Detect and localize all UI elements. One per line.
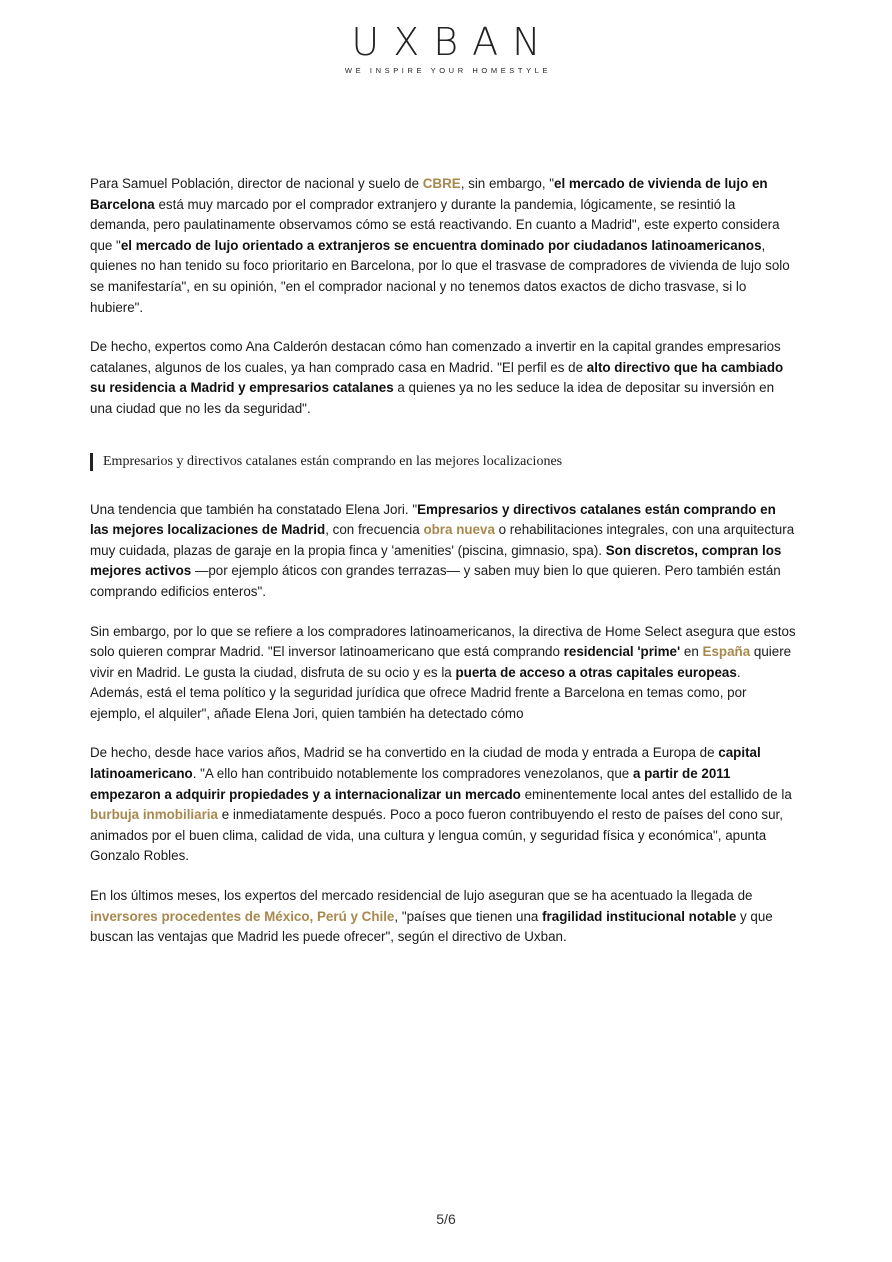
paragraph xyxy=(90,622,796,725)
text-segment: y que buscan las ventajas que Madrid les puede ofrecer", según el directivo de Uxban. xyxy=(90,908,773,945)
text-segment: . Además, está el tema político y la seguridad jurídica que ofrece Madrid frente a Barcelona en temas como, por ejemplo, el alquiler", añade Elena Jori, quien también ha detectado cómo xyxy=(90,664,747,721)
paragraph xyxy=(90,337,796,419)
bold-text: a partir de 2011 empezaron a adquirir propiedades y a internacionalizar un mercado xyxy=(90,766,731,802)
text-segment: , con frecuencia xyxy=(325,522,424,538)
paragraph xyxy=(90,174,796,318)
text-segment: Una tendencia que también ha constatado Elena Jori. " xyxy=(90,501,418,517)
text-segment: está muy marcado por el comprador extranjero y durante la pandemia, lógicamente, se resintió la demanda, pero paulatinamente observamos cómo se está reactivando. En cuanto a Madrid", este experto considera que " xyxy=(90,196,780,253)
logo-tagline: WE INSPIRE YOUR HOMESTYLE xyxy=(344,66,552,75)
bold-text: el mercado de vivienda de lujo en Barcelona xyxy=(90,176,768,212)
text-segment: —por ejemplo áticos con grandes terrazas— y saben muy bien lo que quieren. Pero también están comprando edificios enteros". xyxy=(90,563,781,599)
text-segment: En los últimos meses, los expertos del mercado residencial de lujo aseguran que se ha acentuado la llegada de xyxy=(90,888,753,904)
page-number: 5/6 xyxy=(436,1211,456,1227)
inline-link[interactable]: CBRE xyxy=(422,176,461,191)
bold-text: fragilidad institucional notable xyxy=(542,908,737,924)
inline-link[interactable]: España xyxy=(702,644,751,660)
paragraph xyxy=(90,500,796,603)
text-segment: o rehabilitaciones integrales, con una arquitectura muy cuidada, plazas de garaje en la propia finca y 'amenities' (piscina, gimnasio, spa). xyxy=(90,522,795,558)
text-segment: Sin embargo, por lo que se refiere a los compradores latinoamericanos, la directiva de Home Select asegura que estos solo quieren comprar Madrid. "El inversor latinoamericano que está comprando xyxy=(90,623,796,660)
text-segment: De hecho, expertos como Ana Calderón destacan cómo han comenzado a invertir en la capital grandes empresarios catalanes, algunos de los cuales, ya han comprado casa en Madrid. "El perfil es de xyxy=(90,339,781,375)
uxban-logo xyxy=(0,22,892,75)
text-segment: en xyxy=(680,644,703,660)
text-segment: quiere vivir en Madrid. Le gusta la ciudad, disfruta de su ocio y es la xyxy=(90,644,792,680)
bold-text: capital latinoamericano xyxy=(90,745,761,782)
paragraph xyxy=(90,886,796,948)
bold-text: puerta de acceso a otras capitales europeas xyxy=(455,664,737,680)
bold-text: Empresarios y directivos catalanes están comprando en las mejores localizaciones de Madrid xyxy=(90,501,776,538)
bold-text: alto directivo que ha cambiado su residencia a Madrid y empresarios catalanes xyxy=(90,359,784,396)
text-segment: eminentemente local antes del estallido de la xyxy=(520,786,792,802)
text-segment: Empresarios y directivos catalanes están comprando en las mejores localizaciones xyxy=(103,453,563,469)
text-segment: , sin embargo, " xyxy=(460,176,555,191)
text-segment: , quienes no han tenido su foco prioritario en Barcelona, por lo que el trasvase de compradores de vivienda de lujo solo se manifestaría", en su opinión, "en el comprador nacional y no tenemos datos exactos de dicho trasvase, si lo hubiere". xyxy=(90,237,790,315)
inline-link[interactable]: obra nueva xyxy=(423,522,495,538)
text-segment: a quienes ya no les seduce la idea de depositar su inversión en una ciudad que no les da seguridad". xyxy=(90,380,775,416)
inline-link[interactable]: burbuja inmobiliaria xyxy=(90,807,218,823)
inline-link[interactable]: inversores procedentes de México, Perú y Chile xyxy=(90,908,395,924)
article-body xyxy=(90,174,796,967)
text-segment: , "países que tienen una xyxy=(394,908,543,924)
bold-text: el mercado de lujo orientado a extranjeros se encuentra dominado por ciudadanos latinoamericanos xyxy=(120,237,762,253)
bold-text: Son discretos, compran los mejores activos xyxy=(90,542,782,579)
logo-wordmark: UXBAN xyxy=(351,20,555,64)
text-segment: . "A ello han contribuido notablemente los compradores venezolanos, que xyxy=(192,766,633,782)
bold-text: residencial 'prime' xyxy=(563,644,681,660)
text-segment: e inmediatamente después. Poco a poco fueron contribuyendo el resto de países del cono sur, animados por el buen clima, calidad de vida, una cultura y lengua común, y seguridad física y económica", apunta Gonzalo Robles. xyxy=(90,807,783,864)
text-segment: Para Samuel Población, director de nacional y suelo de xyxy=(90,176,423,191)
paragraph xyxy=(90,743,796,867)
text-segment: De hecho, desde hace varios años, Madrid se ha convertido en la ciudad de moda y entrada a Europa de xyxy=(90,745,719,761)
section-subheading xyxy=(90,453,796,471)
